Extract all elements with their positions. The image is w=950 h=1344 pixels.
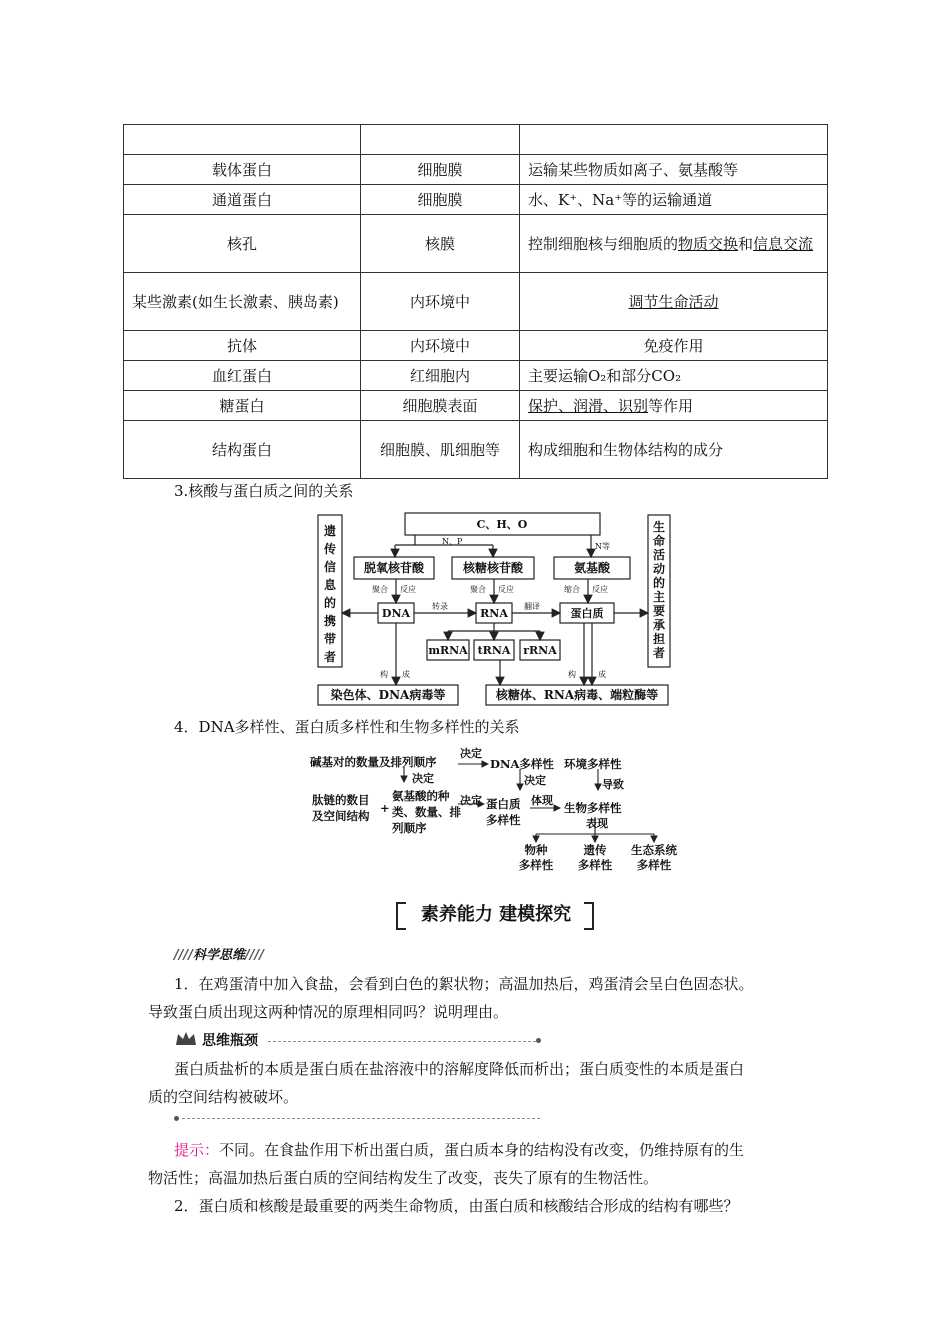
divider-dot <box>536 1038 541 1043</box>
side-char: 承 <box>652 618 666 632</box>
table-row <box>124 273 828 331</box>
table-row <box>124 215 828 273</box>
rrna-label: rRNA <box>523 644 557 657</box>
table-cell: 细胞膜表面 <box>361 391 520 421</box>
rna-label: RNA <box>480 607 508 620</box>
table-cell <box>520 273 828 331</box>
protein-diversity-label: 多样性 <box>486 813 521 827</box>
side-char: 命 <box>652 534 666 548</box>
base-seq-label: 碱基对的数量及排列顺序 <box>310 755 437 769</box>
table-cell: 通道蛋白 <box>124 185 361 215</box>
diversity-diagram <box>308 742 686 876</box>
transcribe-label: 转录 <box>432 602 448 611</box>
hint-line-1 <box>174 1136 834 1164</box>
table-cell: 抗体 <box>124 331 361 361</box>
divider-dot <box>174 1116 179 1121</box>
table-row <box>124 331 828 361</box>
table-cell: 血红蛋白 <box>124 361 361 391</box>
table-cell <box>520 215 828 273</box>
table-row <box>124 361 828 391</box>
react-label: 反应 <box>592 585 608 594</box>
side-char: 要 <box>652 604 666 618</box>
section-3-title: 3.核酸与蛋白质之间的关系 <box>174 482 354 500</box>
compose-label: 构 <box>380 670 388 679</box>
slash-deco: //// <box>174 948 193 963</box>
table-row <box>124 421 828 479</box>
question-2: 2．蛋白质和核酸是最重要的两类生命物质，由蛋白质和核酸结合形成的结构有哪些？ <box>174 1197 739 1215</box>
react-label: 反应 <box>400 585 416 594</box>
table-row <box>124 125 828 155</box>
side-char: 带 <box>323 632 337 646</box>
question-1-line-1: 1．在鸡蛋清中加入食盐，会看到白色的絮状物；高温加热后，鸡蛋清会呈白色固态状。 <box>174 975 754 993</box>
n-etc-label: N等 <box>595 542 610 551</box>
banner-title: 素养能力 建模探究 <box>420 904 572 925</box>
side-char: 者 <box>323 650 337 664</box>
protein-table <box>123 124 828 479</box>
side-char: 活 <box>652 548 666 562</box>
question-1-line-2: 导致蛋白质出现这两种情况的原理相同吗？说明理由。 <box>148 1003 509 1021</box>
plus-sign: + <box>380 801 390 815</box>
peptide-label: 肽链的数目 <box>312 793 370 807</box>
bottleneck-header <box>174 1030 540 1050</box>
underlined-answer: 调节生命活动 <box>628 292 719 311</box>
side-char: 的 <box>323 596 337 610</box>
side-char: 信 <box>323 560 337 574</box>
genetic-label: 遗传 <box>583 843 607 857</box>
side-char: 携 <box>323 614 337 628</box>
underlined-answer: 保护、润滑、识别 <box>528 396 649 415</box>
species-label: 物种 <box>524 843 548 857</box>
table-cell: 核膜 <box>361 215 520 273</box>
protein-diversity-label: 蛋白质 <box>486 797 521 811</box>
crown-icon <box>174 1030 198 1048</box>
lead-label: 导致 <box>602 778 624 791</box>
poly-label: 聚合 <box>372 585 388 594</box>
cell-text: 等作用 <box>648 396 694 415</box>
table-cell: 细胞膜、肌细胞等 <box>361 421 520 479</box>
hint-label: 提示： <box>174 1141 220 1159</box>
decide-label: 决定 <box>460 747 482 760</box>
embody-label: 体现 <box>531 794 553 807</box>
table-cell: 糖蛋白 <box>124 391 361 421</box>
side-char: 主 <box>652 590 666 604</box>
table-cell: 内环境中 <box>361 273 520 331</box>
compose-label: 成 <box>598 670 606 679</box>
ecosystem-label: 生态系统 <box>631 843 677 857</box>
ribonucleotide-label: 核糖核苷酸 <box>462 561 524 575</box>
decide-label: 决定 <box>524 774 546 787</box>
table-cell <box>124 125 361 155</box>
amino-label: 类、数量、排 <box>392 805 461 819</box>
poly-label: 聚合 <box>470 585 486 594</box>
divider <box>268 1041 536 1042</box>
deoxyribonucleotide-label: 脱氧核苷酸 <box>363 561 425 575</box>
bottleneck-line-2: 质的空间结构被破坏。 <box>148 1088 299 1106</box>
underlined-answer: 物质交换 <box>678 234 739 253</box>
table-row <box>124 185 828 215</box>
genetic-label: 多样性 <box>577 858 613 872</box>
table-cell: 主要运输O₂和部分CO₂ <box>520 361 828 391</box>
ecosystem-label: 多样性 <box>636 858 672 872</box>
table-cell: 水、K⁺、Na⁺等的运输通道 <box>520 185 828 215</box>
side-char: 生 <box>652 520 666 534</box>
table-cell <box>520 391 828 421</box>
side-char: 遗 <box>323 524 337 538</box>
table-cell <box>361 125 520 155</box>
side-char: 的 <box>652 576 666 590</box>
table-cell <box>520 125 828 155</box>
cell-text: 和 <box>738 234 754 253</box>
divider <box>182 1118 540 1119</box>
table-cell: 红细胞内 <box>361 361 520 391</box>
hint-line-2: 物活性；高温加热后蛋白质的空间结构发生了改变，丧失了原有的生物活性。 <box>148 1169 659 1187</box>
diagram-top-label: C、H、O <box>476 518 528 531</box>
peptide-label: 及空间结构 <box>312 809 370 823</box>
protein-label: 蛋白质 <box>570 607 604 620</box>
translate-label: 翻译 <box>524 602 540 611</box>
compose-label: 构 <box>568 670 576 679</box>
bottom-right-label: 核糖体、RNA病毒、端粒酶等 <box>495 688 659 702</box>
table-cell: 核孔 <box>124 215 361 273</box>
slash-deco: //// <box>245 948 265 963</box>
banner-bracket-right <box>584 902 594 930</box>
section-4-title: 4．DNA多样性、蛋白质多样性和生物多样性的关系 <box>174 718 520 736</box>
nucleic-protein-diagram <box>310 505 672 713</box>
underlined-answer: 信息交流 <box>753 234 814 253</box>
compose-label: 成 <box>402 670 410 679</box>
dna-diversity-label: DNA多样性 <box>490 757 554 771</box>
table-cell: 载体蛋白 <box>124 155 361 185</box>
amino-acid-label: 氨基酸 <box>573 561 611 575</box>
cell-text: 控制细胞核与细胞质的 <box>528 234 679 253</box>
decide-label: 决定 <box>412 772 434 785</box>
side-char: 担 <box>652 632 666 646</box>
side-char: 息 <box>323 578 337 592</box>
table-cell: 构成细胞和生物体结构的成分 <box>520 421 828 479</box>
side-char: 动 <box>652 562 666 576</box>
species-label: 多样性 <box>518 858 554 872</box>
table-row <box>124 391 828 421</box>
react-label: 反应 <box>498 585 514 594</box>
mrna-label: mRNA <box>428 644 468 657</box>
table-row <box>124 155 828 185</box>
bio-diversity-label: 生物多样性 <box>564 801 622 815</box>
dna-label: DNA <box>381 607 411 620</box>
condense-label: 缩合 <box>564 585 580 594</box>
table-cell: 内环境中 <box>361 331 520 361</box>
table-cell: 结构蛋白 <box>124 421 361 479</box>
bottleneck-line-1: 蛋白质盐析的本质是蛋白质在盐溶液中的溶解度降低而析出；蛋白质变性的本质是蛋白 <box>174 1060 745 1078</box>
bottom-left-label: 染色体、DNA病毒等 <box>330 688 446 702</box>
sci-thinking-label <box>174 944 264 963</box>
table-cell: 运输某些物质如离子、氨基酸等 <box>520 155 828 185</box>
table-cell: 某些激素(如生长激素、胰岛素) <box>124 273 361 331</box>
table-cell: 细胞膜 <box>361 155 520 185</box>
side-char: 者 <box>652 646 666 660</box>
env-diversity-label: 环境多样性 <box>564 757 622 771</box>
side-char: 传 <box>323 542 337 556</box>
table-cell: 细胞膜 <box>361 185 520 215</box>
manifest-label: 表现 <box>586 817 608 830</box>
hint-text: 不同。在食盐作用下析出蛋白质，蛋白质本身的结构没有改变，仍维持原有的生 <box>219 1141 745 1159</box>
bottleneck-label: 思维瓶颈 <box>202 1033 258 1049</box>
np-label: N、P <box>442 537 463 546</box>
bottleneck-footer <box>174 1116 540 1122</box>
decide-label: 决定 <box>460 794 482 807</box>
amino-label: 氨基酸的种 <box>392 789 450 803</box>
table-cell: 免疫作用 <box>520 331 828 361</box>
amino-label: 列顺序 <box>392 821 427 835</box>
trna-label: tRNA <box>477 644 511 657</box>
sci-thinking-text: 科学思维 <box>193 948 246 963</box>
